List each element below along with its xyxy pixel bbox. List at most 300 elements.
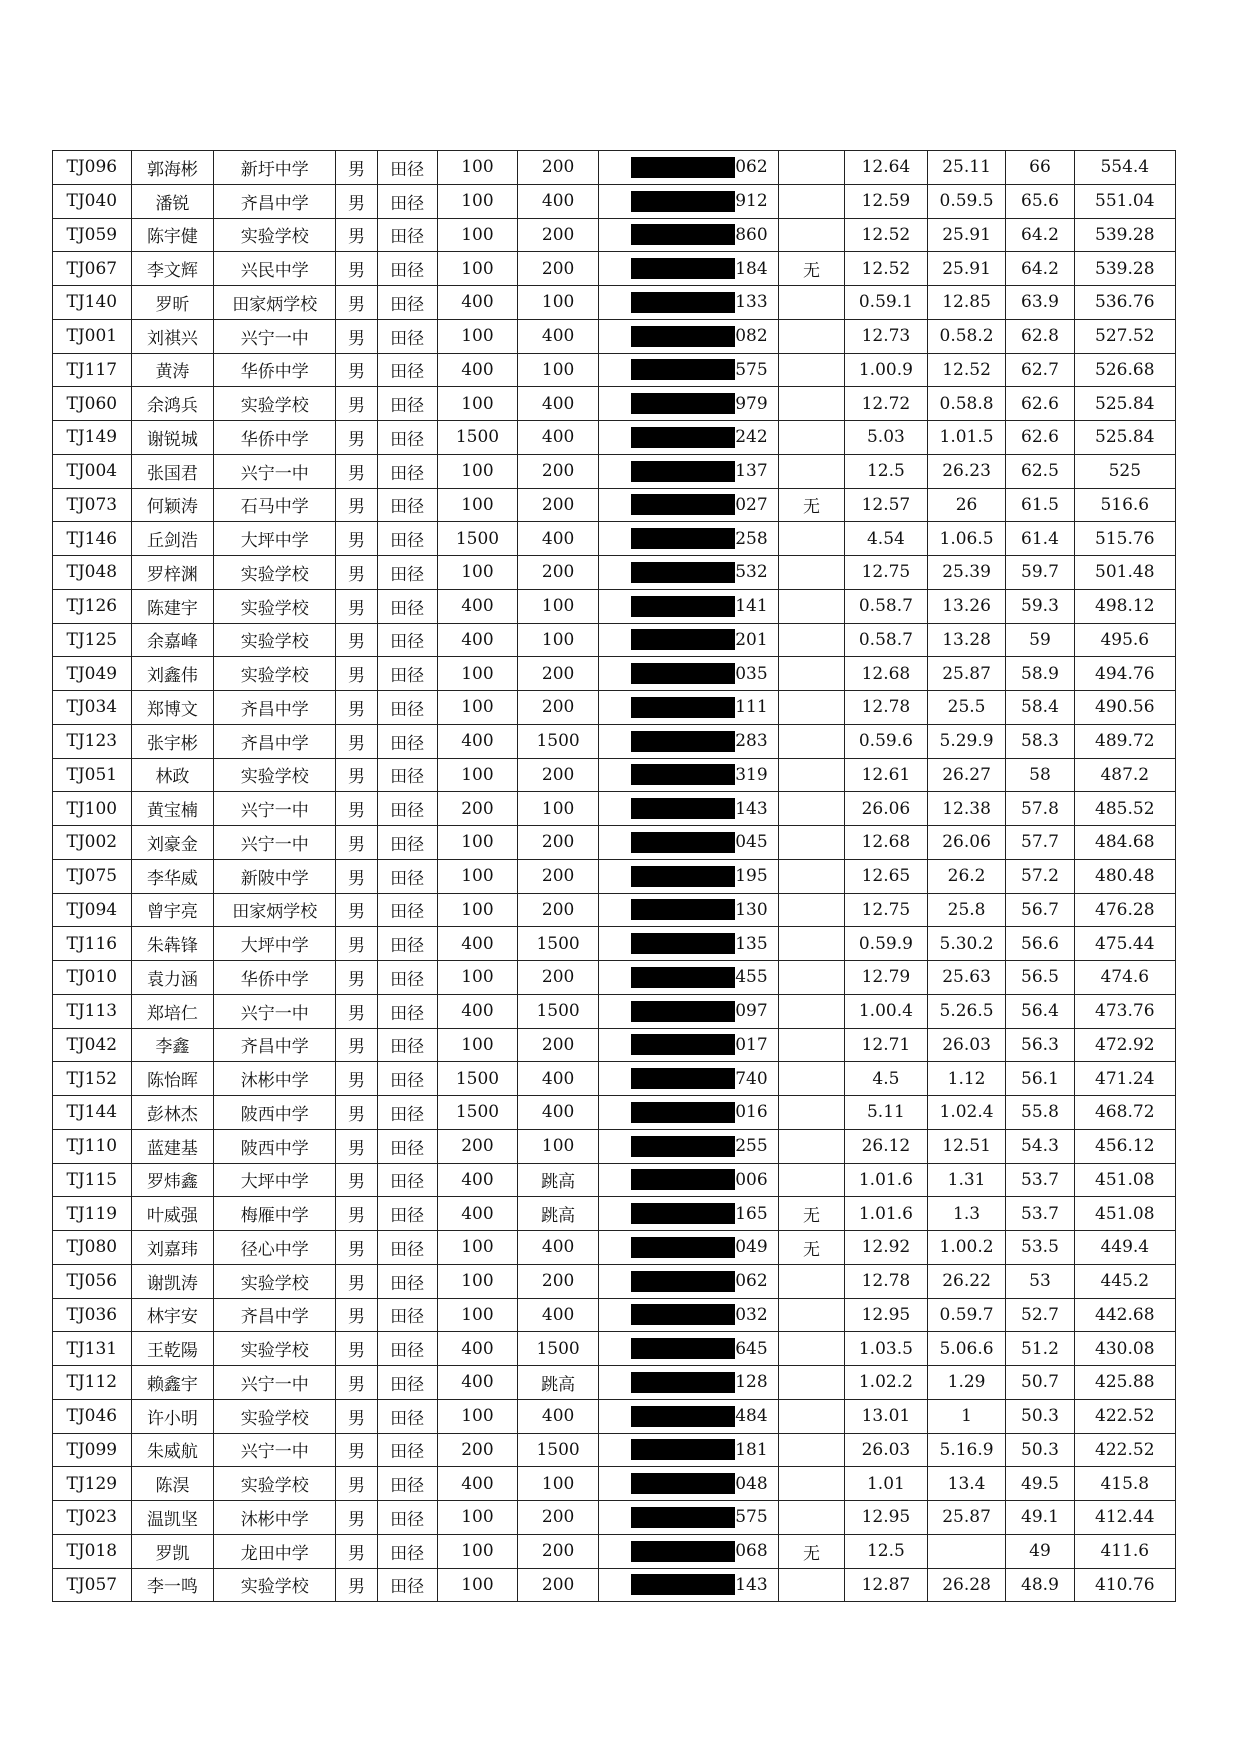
score2-cell: 12.51 xyxy=(927,1129,1006,1163)
event1-cell: 100 xyxy=(437,1501,518,1535)
athlete-name-cell: 温凯坚 xyxy=(131,1501,214,1535)
athlete-id-cell: TJ144 xyxy=(53,1096,132,1130)
points-cell: 56.3 xyxy=(1006,1028,1074,1062)
school-cell: 齐昌中学 xyxy=(214,724,336,758)
athlete-id-cell: TJ131 xyxy=(53,1332,132,1366)
redaction-bar xyxy=(631,494,735,515)
gender-cell: 男 xyxy=(336,1028,377,1062)
score2-cell: 25.5 xyxy=(927,691,1006,725)
score1-cell: 12.78 xyxy=(845,1264,928,1298)
points-cell: 54.3 xyxy=(1006,1129,1074,1163)
event1-cell: 400 xyxy=(437,1332,518,1366)
score1-cell: 13.01 xyxy=(845,1399,928,1433)
id-number-cell xyxy=(598,1298,778,1332)
redaction-bar xyxy=(631,1574,735,1595)
event1-cell: 100 xyxy=(437,1399,518,1433)
total-cell: 498.12 xyxy=(1074,589,1175,623)
total-cell: 474.6 xyxy=(1074,961,1175,995)
athlete-name-cell: 刘豪金 xyxy=(131,826,214,860)
event2-cell: 400 xyxy=(518,1096,599,1130)
score2-cell xyxy=(927,1534,1006,1568)
category-cell: 田径 xyxy=(377,522,437,556)
remark-cell xyxy=(778,589,844,623)
gender-cell: 男 xyxy=(336,1332,377,1366)
athlete-name-cell: 朱犇锋 xyxy=(131,927,214,961)
event1-cell: 400 xyxy=(437,589,518,623)
score2-cell: 1.12 xyxy=(927,1062,1006,1096)
id-number-cell xyxy=(598,758,778,792)
score1-cell: 12.52 xyxy=(845,252,928,286)
remark-cell xyxy=(778,1399,844,1433)
total-cell: 485.52 xyxy=(1074,792,1175,826)
redaction-bar xyxy=(631,798,735,819)
gender-cell: 男 xyxy=(336,1096,377,1130)
athlete-id-cell: TJ051 xyxy=(53,758,132,792)
score2-cell: 26.23 xyxy=(927,454,1006,488)
id-number-suffix: 645 xyxy=(735,1338,768,1359)
event2-cell: 200 xyxy=(518,893,599,927)
athlete-name-cell: 刘鑫伟 xyxy=(131,657,214,691)
gender-cell: 男 xyxy=(336,1231,377,1265)
school-cell: 实验学校 xyxy=(214,1399,336,1433)
points-cell: 52.7 xyxy=(1006,1298,1074,1332)
gender-cell: 男 xyxy=(336,758,377,792)
athlete-name-cell: 李鑫 xyxy=(131,1028,214,1062)
score1-cell: 1.01 xyxy=(845,1467,928,1501)
id-number-suffix: 195 xyxy=(735,866,768,887)
school-cell: 实验学校 xyxy=(214,1264,336,1298)
gender-cell: 男 xyxy=(336,1501,377,1535)
athlete-name-cell: 余嘉峰 xyxy=(131,623,214,657)
id-number-cell xyxy=(598,353,778,387)
id-number-suffix: 141 xyxy=(735,596,768,617)
athlete-name-cell: 罗梓渊 xyxy=(131,556,214,590)
id-number-suffix: 258 xyxy=(735,528,768,549)
event2-cell: 200 xyxy=(518,758,599,792)
event1-cell: 1500 xyxy=(437,1096,518,1130)
event1-cell: 100 xyxy=(437,1231,518,1265)
id-number-cell xyxy=(598,286,778,320)
redaction-bar xyxy=(631,596,735,617)
category-cell: 田径 xyxy=(377,758,437,792)
remark-cell: 无 xyxy=(778,1197,844,1231)
remark-cell xyxy=(778,286,844,320)
total-cell: 525.84 xyxy=(1074,421,1175,455)
redaction-bar xyxy=(631,393,735,414)
school-cell: 齐昌中学 xyxy=(214,691,336,725)
gender-cell: 男 xyxy=(336,893,377,927)
remark-cell xyxy=(778,1366,844,1400)
id-number-cell xyxy=(598,252,778,286)
total-cell: 473.76 xyxy=(1074,994,1175,1028)
id-number-cell xyxy=(598,522,778,556)
school-cell: 兴宁一中 xyxy=(214,792,336,826)
score2-cell: 0.59.7 xyxy=(927,1298,1006,1332)
id-number-suffix: 455 xyxy=(735,967,768,988)
remark-cell xyxy=(778,1298,844,1332)
total-cell: 422.52 xyxy=(1074,1433,1175,1467)
score2-cell: 12.52 xyxy=(927,353,1006,387)
score1-cell: 12.87 xyxy=(845,1568,928,1602)
score1-cell: 12.79 xyxy=(845,961,928,995)
id-number-suffix: 130 xyxy=(735,899,768,920)
event1-cell: 200 xyxy=(437,792,518,826)
gender-cell: 男 xyxy=(336,792,377,826)
total-cell: 425.88 xyxy=(1074,1366,1175,1400)
category-cell: 田径 xyxy=(377,657,437,691)
event2-cell: 200 xyxy=(518,859,599,893)
id-number-suffix: 111 xyxy=(735,697,768,718)
table-row xyxy=(53,1231,1176,1265)
athlete-id-cell: TJ075 xyxy=(53,859,132,893)
athlete-name-cell: 李一鸣 xyxy=(131,1568,214,1602)
remark-cell xyxy=(778,927,844,961)
category-cell: 田径 xyxy=(377,1298,437,1332)
remark-cell xyxy=(778,1129,844,1163)
category-cell: 田径 xyxy=(377,859,437,893)
gender-cell: 男 xyxy=(336,623,377,657)
table-row xyxy=(53,623,1176,657)
points-cell: 66 xyxy=(1006,151,1074,185)
table-row xyxy=(53,1467,1176,1501)
gender-cell: 男 xyxy=(336,421,377,455)
category-cell: 田径 xyxy=(377,589,437,623)
category-cell: 田径 xyxy=(377,556,437,590)
event2-cell: 200 xyxy=(518,961,599,995)
remark-cell xyxy=(778,994,844,1028)
total-cell: 525 xyxy=(1074,454,1175,488)
athlete-id-cell: TJ116 xyxy=(53,927,132,961)
total-cell: 476.28 xyxy=(1074,893,1175,927)
school-cell: 实验学校 xyxy=(214,387,336,421)
score2-cell: 1.02.4 xyxy=(927,1096,1006,1130)
score1-cell: 12.65 xyxy=(845,859,928,893)
school-cell: 沐彬中学 xyxy=(214,1501,336,1535)
athlete-id-cell: TJ004 xyxy=(53,454,132,488)
athlete-name-cell: 刘嘉玮 xyxy=(131,1231,214,1265)
redaction-bar xyxy=(631,258,735,279)
table-row xyxy=(53,1433,1176,1467)
athlete-name-cell: 罗炜鑫 xyxy=(131,1163,214,1197)
redaction-bar xyxy=(631,832,735,853)
redaction-bar xyxy=(631,1271,735,1292)
total-cell: 515.76 xyxy=(1074,522,1175,556)
table-row xyxy=(53,353,1176,387)
id-number-suffix: 027 xyxy=(735,494,768,515)
event2-cell: 200 xyxy=(518,1264,599,1298)
total-cell: 449.4 xyxy=(1074,1231,1175,1265)
score2-cell: 25.91 xyxy=(927,252,1006,286)
remark-cell xyxy=(778,623,844,657)
id-number-cell xyxy=(598,1534,778,1568)
id-number-suffix: 128 xyxy=(735,1372,768,1393)
score2-cell: 26.06 xyxy=(927,826,1006,860)
table-row xyxy=(53,1332,1176,1366)
table-row xyxy=(53,319,1176,353)
event1-cell: 400 xyxy=(437,994,518,1028)
athlete-id-cell: TJ010 xyxy=(53,961,132,995)
event2-cell: 100 xyxy=(518,1129,599,1163)
table-row xyxy=(53,1197,1176,1231)
table-body xyxy=(53,151,1176,1602)
id-number-cell xyxy=(598,1568,778,1602)
points-cell: 62.8 xyxy=(1006,319,1074,353)
score2-cell: 1.29 xyxy=(927,1366,1006,1400)
gender-cell: 男 xyxy=(336,1399,377,1433)
athlete-name-cell: 袁力涵 xyxy=(131,961,214,995)
school-cell: 龙田中学 xyxy=(214,1534,336,1568)
school-cell: 石马中学 xyxy=(214,488,336,522)
redaction-bar xyxy=(631,1237,735,1258)
score1-cell: 12.5 xyxy=(845,454,928,488)
category-cell: 田径 xyxy=(377,151,437,185)
points-cell: 48.9 xyxy=(1006,1568,1074,1602)
redaction-bar xyxy=(631,1507,735,1528)
gender-cell: 男 xyxy=(336,1467,377,1501)
athlete-id-cell: TJ112 xyxy=(53,1366,132,1400)
redaction-bar xyxy=(631,697,735,718)
event2-cell: 200 xyxy=(518,151,599,185)
category-cell: 田径 xyxy=(377,893,437,927)
remark-cell xyxy=(778,1332,844,1366)
redaction-bar xyxy=(631,461,735,482)
total-cell: 475.44 xyxy=(1074,927,1175,961)
id-number-cell xyxy=(598,1433,778,1467)
score2-cell: 26.27 xyxy=(927,758,1006,792)
redaction-bar xyxy=(631,866,735,887)
remark-cell xyxy=(778,151,844,185)
score2-cell: 13.26 xyxy=(927,589,1006,623)
category-cell: 田径 xyxy=(377,1129,437,1163)
event1-cell: 100 xyxy=(437,859,518,893)
score2-cell: 25.87 xyxy=(927,1501,1006,1535)
school-cell: 实验学校 xyxy=(214,657,336,691)
school-cell: 实验学校 xyxy=(214,589,336,623)
category-cell: 田径 xyxy=(377,421,437,455)
gender-cell: 男 xyxy=(336,319,377,353)
id-number-cell xyxy=(598,1366,778,1400)
points-cell: 53.5 xyxy=(1006,1231,1074,1265)
athlete-name-cell: 刘祺兴 xyxy=(131,319,214,353)
points-cell: 56.6 xyxy=(1006,927,1074,961)
points-cell: 58.4 xyxy=(1006,691,1074,725)
category-cell: 田径 xyxy=(377,1568,437,1602)
id-number-cell xyxy=(598,589,778,623)
points-cell: 56.1 xyxy=(1006,1062,1074,1096)
category-cell: 田径 xyxy=(377,1332,437,1366)
athlete-id-cell: TJ146 xyxy=(53,522,132,556)
gender-cell: 男 xyxy=(336,252,377,286)
score2-cell: 1.06.5 xyxy=(927,522,1006,556)
athlete-name-cell: 陈淏 xyxy=(131,1467,214,1501)
table-row xyxy=(53,252,1176,286)
redaction-bar xyxy=(631,1406,735,1427)
school-cell: 兴宁一中 xyxy=(214,1366,336,1400)
score1-cell: 12.68 xyxy=(845,826,928,860)
event1-cell: 100 xyxy=(437,1028,518,1062)
score1-cell: 0.59.6 xyxy=(845,724,928,758)
id-number-suffix: 006 xyxy=(735,1169,768,1190)
total-cell: 412.44 xyxy=(1074,1501,1175,1535)
school-cell: 兴宁一中 xyxy=(214,1433,336,1467)
event2-cell: 200 xyxy=(518,691,599,725)
gender-cell: 男 xyxy=(336,184,377,218)
gender-cell: 男 xyxy=(336,353,377,387)
score2-cell: 5.30.2 xyxy=(927,927,1006,961)
score2-cell: 25.11 xyxy=(927,151,1006,185)
category-cell: 田径 xyxy=(377,1096,437,1130)
remark-cell xyxy=(778,893,844,927)
athlete-name-cell: 曾宇亮 xyxy=(131,893,214,927)
score1-cell: 12.61 xyxy=(845,758,928,792)
score2-cell: 5.16.9 xyxy=(927,1433,1006,1467)
table-row xyxy=(53,387,1176,421)
school-cell: 沐彬中学 xyxy=(214,1062,336,1096)
table-row xyxy=(53,589,1176,623)
event1-cell: 400 xyxy=(437,1163,518,1197)
score2-cell: 0.58.8 xyxy=(927,387,1006,421)
athlete-id-cell: TJ117 xyxy=(53,353,132,387)
score1-cell: 1.01.6 xyxy=(845,1197,928,1231)
score1-cell: 4.54 xyxy=(845,522,928,556)
id-number-suffix: 137 xyxy=(735,461,768,482)
total-cell: 468.72 xyxy=(1074,1096,1175,1130)
points-cell: 50.7 xyxy=(1006,1366,1074,1400)
id-number-suffix: 532 xyxy=(735,562,768,583)
id-number-suffix: 484 xyxy=(735,1406,768,1427)
athlete-name-cell: 陈宇健 xyxy=(131,218,214,252)
score2-cell: 25.63 xyxy=(927,961,1006,995)
id-number-cell xyxy=(598,961,778,995)
score2-cell: 13.4 xyxy=(927,1467,1006,1501)
school-cell: 新圩中学 xyxy=(214,151,336,185)
category-cell: 田径 xyxy=(377,1264,437,1298)
redaction-bar xyxy=(631,1102,735,1123)
id-number-cell xyxy=(598,421,778,455)
category-cell: 田径 xyxy=(377,1062,437,1096)
athlete-name-cell: 罗凯 xyxy=(131,1534,214,1568)
athlete-name-cell: 林政 xyxy=(131,758,214,792)
athlete-name-cell: 许小明 xyxy=(131,1399,214,1433)
id-number-cell xyxy=(598,1129,778,1163)
school-cell: 兴宁一中 xyxy=(214,319,336,353)
points-cell: 49.5 xyxy=(1006,1467,1074,1501)
athlete-name-cell: 林宇安 xyxy=(131,1298,214,1332)
gender-cell: 男 xyxy=(336,961,377,995)
score2-cell: 1.3 xyxy=(927,1197,1006,1231)
event1-cell: 400 xyxy=(437,1467,518,1501)
category-cell: 田径 xyxy=(377,1433,437,1467)
total-cell: 484.68 xyxy=(1074,826,1175,860)
event2-cell: 400 xyxy=(518,1399,599,1433)
id-number-cell xyxy=(598,1096,778,1130)
score2-cell: 1 xyxy=(927,1399,1006,1433)
event1-cell: 100 xyxy=(437,319,518,353)
athlete-name-cell: 王乾陽 xyxy=(131,1332,214,1366)
total-cell: 442.68 xyxy=(1074,1298,1175,1332)
athlete-name-cell: 郭海彬 xyxy=(131,151,214,185)
id-number-cell xyxy=(598,792,778,826)
athlete-id-cell: TJ126 xyxy=(53,589,132,623)
table-row xyxy=(53,218,1176,252)
remark-cell xyxy=(778,522,844,556)
remark-cell xyxy=(778,421,844,455)
school-cell: 径心中学 xyxy=(214,1231,336,1265)
category-cell: 田径 xyxy=(377,623,437,657)
athlete-name-cell: 黄宝楠 xyxy=(131,792,214,826)
gender-cell: 男 xyxy=(336,556,377,590)
remark-cell xyxy=(778,1568,844,1602)
gender-cell: 男 xyxy=(336,454,377,488)
event1-cell: 1500 xyxy=(437,421,518,455)
redaction-bar xyxy=(631,359,735,380)
points-cell: 62.6 xyxy=(1006,421,1074,455)
redaction-bar xyxy=(631,528,735,549)
score2-cell: 25.39 xyxy=(927,556,1006,590)
event1-cell: 100 xyxy=(437,1298,518,1332)
table-row xyxy=(53,556,1176,590)
id-number-suffix: 181 xyxy=(735,1439,768,1460)
category-cell: 田径 xyxy=(377,927,437,961)
score1-cell: 0.58.7 xyxy=(845,589,928,623)
remark-cell xyxy=(778,556,844,590)
event2-cell: 400 xyxy=(518,319,599,353)
score1-cell: 12.5 xyxy=(845,1534,928,1568)
id-number-cell xyxy=(598,454,778,488)
points-cell: 50.3 xyxy=(1006,1399,1074,1433)
athlete-id-cell: TJ048 xyxy=(53,556,132,590)
id-number-suffix: 035 xyxy=(735,663,768,684)
event2-cell: 400 xyxy=(518,421,599,455)
points-cell: 59 xyxy=(1006,623,1074,657)
table-row xyxy=(53,1366,1176,1400)
remark-cell xyxy=(778,1433,844,1467)
points-cell: 49 xyxy=(1006,1534,1074,1568)
event2-cell: 1500 xyxy=(518,1433,599,1467)
points-cell: 62.5 xyxy=(1006,454,1074,488)
score2-cell: 26.2 xyxy=(927,859,1006,893)
athlete-id-cell: TJ123 xyxy=(53,724,132,758)
redaction-bar xyxy=(631,1136,735,1157)
id-number-cell xyxy=(598,1399,778,1433)
event2-cell: 200 xyxy=(518,556,599,590)
id-number-cell xyxy=(598,1062,778,1096)
remark-cell xyxy=(778,859,844,893)
id-number-suffix: 016 xyxy=(735,1102,768,1123)
event2-cell: 100 xyxy=(518,589,599,623)
id-number-cell xyxy=(598,184,778,218)
gender-cell: 男 xyxy=(336,826,377,860)
athlete-name-cell: 彭林杰 xyxy=(131,1096,214,1130)
event1-cell: 400 xyxy=(437,1197,518,1231)
id-number-cell xyxy=(598,556,778,590)
athlete-id-cell: TJ046 xyxy=(53,1399,132,1433)
event1-cell: 400 xyxy=(437,927,518,961)
remark-cell xyxy=(778,657,844,691)
results-table xyxy=(52,150,1176,1602)
total-cell: 451.08 xyxy=(1074,1197,1175,1231)
school-cell: 华侨中学 xyxy=(214,353,336,387)
id-number-suffix: 201 xyxy=(735,629,768,650)
event1-cell: 400 xyxy=(437,1366,518,1400)
redaction-bar xyxy=(631,1372,735,1393)
category-cell: 田径 xyxy=(377,1366,437,1400)
id-number-suffix: 319 xyxy=(735,764,768,785)
total-cell: 422.52 xyxy=(1074,1399,1175,1433)
redaction-bar xyxy=(631,292,735,313)
points-cell: 58.9 xyxy=(1006,657,1074,691)
table-row xyxy=(53,724,1176,758)
